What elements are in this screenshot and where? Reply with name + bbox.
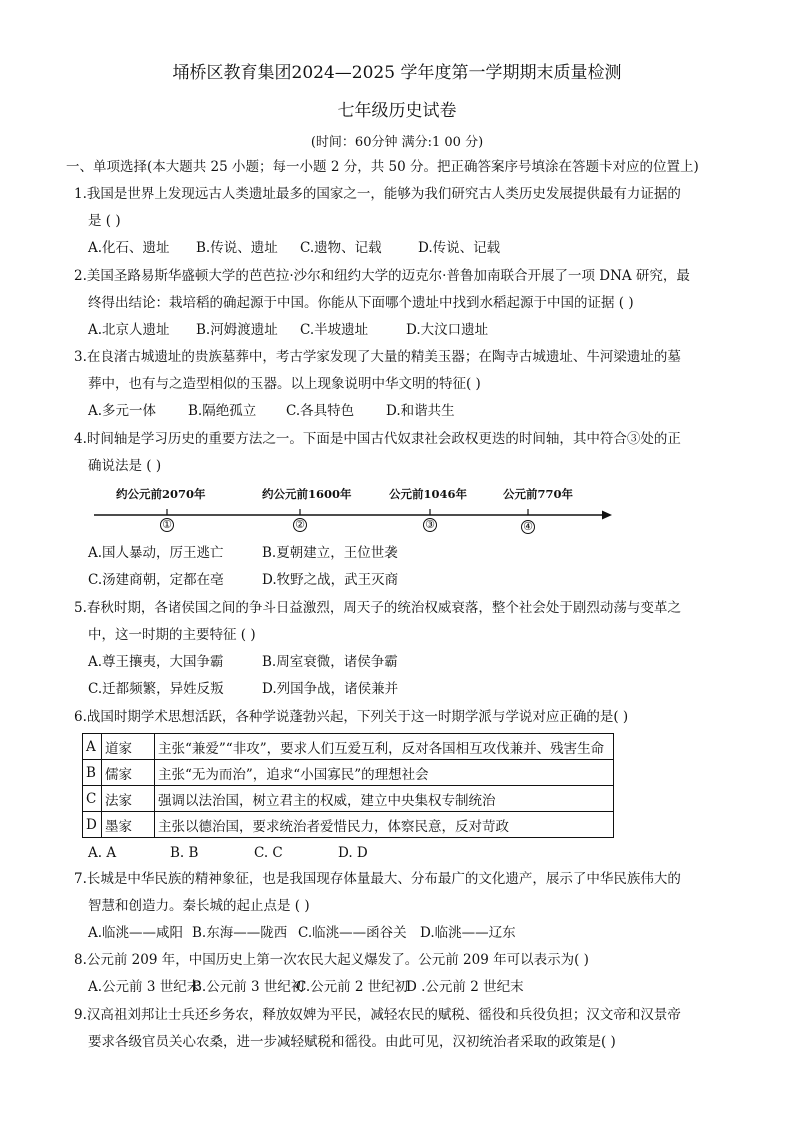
q1-option-d: D.传说、记载 — [418, 240, 501, 256]
q5-option-a: A.尊王攘夷，大国争霸 — [88, 654, 224, 670]
timeline-marker-1: ① — [160, 518, 174, 532]
q2-option-c: C.半坡遗址 — [300, 322, 369, 338]
timeline-marker-3: ③ — [423, 518, 437, 532]
q1-stem-line1: 1.我国是世界上发现远古人类遗址最多的国家之一，能够为我们研究古人类历史发展提供最有力证据的 — [74, 186, 681, 202]
table-cell: 强调以法治国，树立君主的权威，建立中央集权专制统治 — [155, 786, 614, 812]
q3-option-a: A.多元一体 — [88, 403, 157, 419]
q7-option-b: B.东海——陇西 — [192, 925, 288, 941]
q8-option-a: A.公元前 3 世纪末 — [88, 979, 201, 995]
q5-option-c: C.迁都频繁，异姓反叛 — [88, 681, 224, 697]
table-cell: 儒家 — [102, 760, 155, 786]
q9-stem-line1: 9.汉高祖刘邦让士兵还乡务农，释放奴婢为平民，减轻农民的赋税、徭役和兵役负担；汉文帝和汉景帝 — [74, 1007, 681, 1023]
q4-stem-line1: 4.时间轴是学习历史的重要方法之一。下面是中国古代奴隶社会政权更迭的时间轴，其中符合③处的正 — [74, 431, 681, 447]
timeline-label-1: 约公元前2070年 — [116, 487, 206, 501]
table-cell: C — [83, 786, 102, 812]
exam-subtitle: 七年级历史试卷 — [337, 101, 457, 121]
table-row — [83, 734, 614, 760]
table-cell: 道家 — [102, 734, 155, 760]
q3-stem-line2: 葬中，也有与之造型相似的玉器。以上现象说明中华文明的特征( ) — [88, 376, 481, 392]
q4-option-a: A.国人暴动，厉王逃亡 — [88, 545, 224, 561]
q3-option-d: D.和谐共生 — [386, 403, 455, 419]
q2-option-a: A.北京人遗址 — [88, 322, 170, 338]
q6-stem-line1: 6.战国时期学术思想活跃，各种学说蓬勃兴起，下列关于这一时期学派与学说对应正确的是( ) — [74, 709, 629, 725]
q5-option-b: B.周室衰微，诸侯争霸 — [262, 654, 398, 670]
q8-option-b: B.公元前 3 世纪初 — [192, 979, 305, 995]
q2-option-b: B.河姆渡遗址 — [196, 322, 278, 338]
q1-option-b: B.传说、遗址 — [196, 240, 278, 256]
q5-option-d: D.列国争战，诸侯兼并 — [262, 681, 399, 697]
timeline-marker-2: ② — [293, 518, 307, 532]
q3-option-c: C.各具特色 — [286, 403, 355, 419]
table-cell: A — [83, 734, 102, 760]
q4-option-d: D.牧野之战，武王灭商 — [262, 572, 399, 588]
q7-stem-line1: 7.长城是中华民族的精神象征，也是我国现存体量最大、分布最广的文化遗产，展示了中华民族伟大的 — [74, 871, 681, 887]
exam-title: 埇桥区教育集团2024—2025 学年度第一学期期末质量检测 — [172, 63, 622, 83]
timeline-label-4: 公元前770年 — [503, 487, 574, 501]
q8-option-d: D .公元前 2 世纪末 — [406, 979, 524, 995]
q6-option-a: A. A — [88, 845, 117, 861]
q2-stem-line1: 2.美国圣路易斯华盛顿大学的芭芭拉·沙尔和纽约大学的迈克尔·普鲁加南联合开展了一项 DNA 研究，最 — [74, 268, 690, 284]
q5-stem-line2: 中，这一时期的主要特征 ( ) — [88, 627, 256, 643]
timeline-label-3: 公元前1046年 — [389, 487, 468, 501]
table-row — [83, 786, 614, 812]
q6-option-c: C. C — [254, 845, 283, 861]
q9-stem-line2: 要求各级官员关心农桑，进一步减轻赋税和徭役。由此可见，汉初统治者采取的政策是( ) — [88, 1034, 616, 1050]
q5-stem-line1: 5.春秋时期，各诸侯国之间的争斗日益激烈，周天子的统治权威衰落，整个社会处于剧烈动荡与变革之 — [74, 600, 681, 616]
q7-stem-line2: 智慧和创造力。秦长城的起止点是 ( ) — [88, 898, 310, 914]
section-heading: 一、单项选择(本大题共 25 小题；每一小题 2 分，共 50 分。把正确答案序号填涂在答题卡对应的位置上) — [66, 159, 699, 175]
q3-option-b: B.隔绝孤立 — [188, 403, 257, 419]
table-cell: 主张“无为而治”，追求“小国寡民”的理想社会 — [155, 760, 614, 786]
table-cell: D — [83, 812, 102, 838]
table-cell: 主张“兼爱”“非攻”，要求人们互爱互利，反对各国相互攻伐兼并、残害生命 — [155, 734, 614, 760]
q7-option-a: A.临洮——咸阳 — [88, 925, 184, 941]
q1-stem-line2: 是 ( ) — [88, 213, 121, 229]
q4-option-c: C.汤建商朝，定都在亳 — [88, 572, 224, 588]
timeline-label-2: 约公元前1600年 — [262, 487, 352, 501]
q1-option-c: C.遗物、记载 — [300, 240, 382, 256]
q4-option-b: B.夏朝建立，王位世袭 — [262, 545, 398, 561]
q6-option-d: D. D — [338, 845, 368, 861]
q3-stem-line1: 3.在良渚古城遗址的贵族墓葬中，考古学家发现了大量的精美玉器；在陶寺古城遗址、牛河梁遗址的墓 — [74, 349, 681, 365]
q8-stem-line1: 8.公元前 209 年，中国历史上第一次农民大起义爆发了。公元前 209 年可以表示为( ) — [74, 952, 589, 968]
q6-table — [82, 733, 614, 838]
q7-option-c: C.临洮——函谷关 — [298, 925, 407, 941]
q4-stem-line2: 确说法是 ( ) — [88, 458, 162, 474]
q7-option-d: D.临洮——辽东 — [420, 925, 516, 941]
table-cell: 墨家 — [102, 812, 155, 838]
timeline-marker-4: ④ — [521, 520, 535, 534]
table-row — [83, 812, 614, 838]
q2-stem-line2: 终得出结论：栽培稻的确起源于中国。你能从下面哪个遗址中找到水稻起源于中国的证据 ( ) — [88, 295, 634, 311]
table-cell: B — [83, 760, 102, 786]
q2-option-d: D.大汶口遗址 — [406, 322, 489, 338]
q6-option-b: B. B — [170, 845, 199, 861]
q8-option-c: C.公元前 2 世纪初 — [296, 979, 409, 995]
table-row — [83, 760, 614, 786]
exam-info: (时间：60分钟 满分:1 00 分) — [310, 135, 484, 150]
q1-option-a: A.化石、遗址 — [88, 240, 170, 256]
table-cell: 主张以德治国，要求统治者爱惜民力，体察民意，反对苛政 — [155, 812, 614, 838]
table-cell: 法家 — [102, 786, 155, 812]
